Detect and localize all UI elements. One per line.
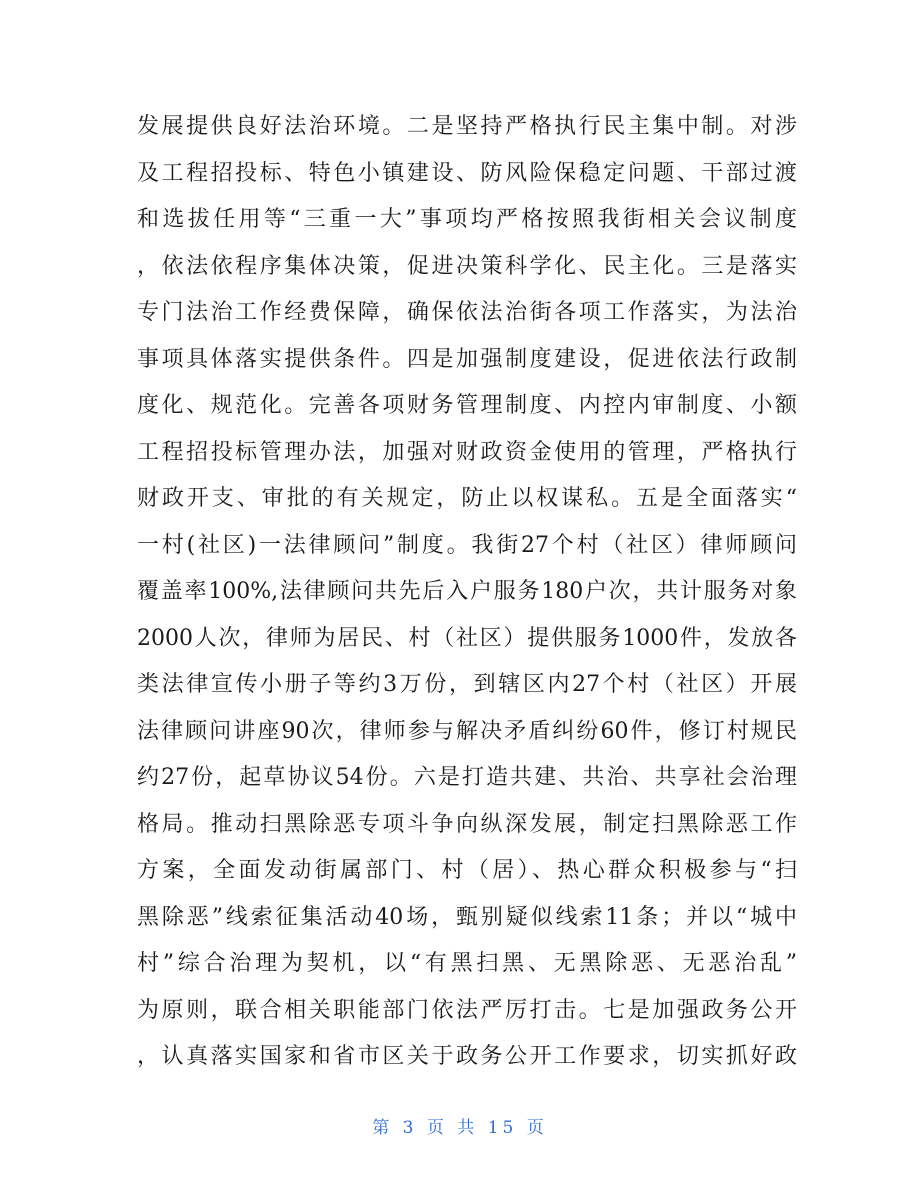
text-line: 约27份，起草协议54份。六是打造共建、共治、共享社会治理: [137, 765, 797, 790]
text-line: 方案，全面发动街属部门、村（居）、热心群众积极参与“扫: [137, 858, 797, 883]
text-line: 黑除恶”线索征集活动40场，甄别疑似线索11条；并以“城中: [137, 904, 797, 930]
text-line: 一村(社区)一法律顾问”制度。我街27个村（社区）律师顾问: [137, 532, 797, 558]
text-line: 财政开支、审批的有关规定，防止以权谋私。五是全面落实“: [137, 486, 797, 511]
text-line: 格局。推动扫黑除恶专项斗争向纵深发展，制定扫黑除恶工作: [137, 811, 797, 837]
text-line: 2000人次，律师为居民、村（社区）提供服务1000件，发放各: [137, 625, 797, 651]
text-line: 事项具体落实提供条件。四是加强制度建设，促进依法行政制: [137, 346, 797, 372]
text-line: 法律顾问讲座90次，律师参与解决矛盾纠纷60件，修订村规民: [137, 718, 797, 744]
text-line: ，认真落实国家和省市区关于政务公开工作要求，切实抓好政: [137, 1044, 797, 1069]
body-text: [137, 104, 797, 1081]
text-line: 覆盖率100%,法律顾问共先后入户服务180户次，共计服务对象: [137, 579, 797, 604]
text-line: ，依法依程序集体决策，促进决策科学化、民主化。三是落实: [137, 253, 797, 279]
text-line: 及工程招投标、特色小镇建设、防风险保稳定问题、干部过渡: [137, 160, 797, 186]
text-line: 村”综合治理为契机，以“有黑扫黑、无黑除恶、无恶治乱”: [137, 951, 797, 976]
text-line: 发展提供良好法治环境。二是坚持严格执行民主集中制。对涉: [137, 114, 797, 139]
text-line: 专门法治工作经费保障，确保依法治街各项工作落实，为法治: [137, 300, 797, 325]
text-line: 和选拔任用等“三重一大”事项均严格按照我街相关会议制度: [137, 207, 797, 232]
text-line: 为原则，联合相关职能部门依法严厉打击。七是加强政务公开: [137, 997, 797, 1023]
text-line: 类法律宣传小册子等约3万份，到辖区内27个村（社区）开展: [137, 672, 797, 697]
text-line: 工程招投标管理办法，加强对财政资金使用的管理，严格执行: [137, 439, 797, 465]
text-line: 度化、规范化。完善各项财务管理制度、内控内审制度、小额: [137, 393, 797, 418]
page-number-footer: 第 3 页 共 15 页: [372, 1118, 548, 1138]
